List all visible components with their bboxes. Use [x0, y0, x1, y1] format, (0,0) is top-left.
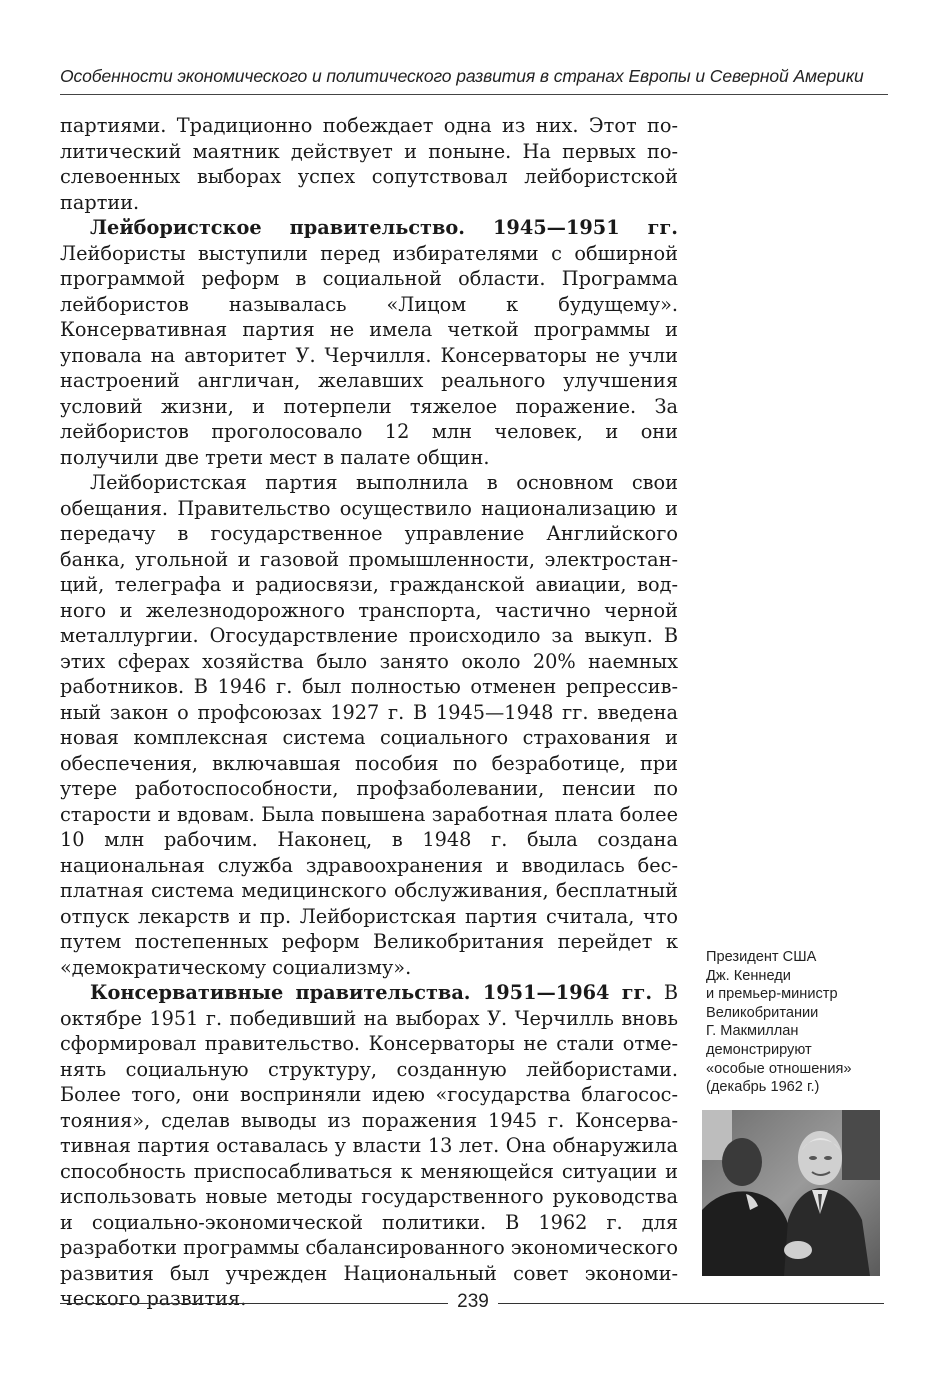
page-number: 239	[457, 1291, 489, 1312]
caption-line: демонстрируют	[706, 1041, 812, 1058]
paragraph-labour-reforms: Лейбористская партия выполнила в основном свои обещания. Правительство осуществило национализацию и передачу в государственное управление Английского банка, угольной и газовой промышленности, электростанций, телеграфа и радиосвязи, гражданской авиации, водного и железнодорожного транспорта, частично черной металлургии. Огосударствление происходило за выкуп. В этих сферах хозяйства было занято около 20% наемных работников. В 1946 г. был полностью отменен репрессивный закон о профсоюзах 1927 г. В 1945—1948 гг. введена новая комплексная система социального страхования и обеспечения, включавшая пособия по безработице, при утере работоспособности, профзаболевании, пенсии по старости и вдовам. Была повышена заработная плата более 10 млн рабочим. Наконец, в 1948 г. была создана национальная служба здравоохранения и вводилась бесплатная система медицинского обслуживания, бесплатный отпуск лекарств и пр. Лейбористская партия считала, что путем постепенных реформ Великобритания перейдет к «демократическому социализму».	[60, 471, 678, 979]
paragraph-conservative-government	[60, 980, 678, 1312]
header-divider	[60, 94, 888, 95]
paragraph-conservative-text: В октябре 1951 г. победивший на выборах У. Черчилль вновь сформировал правительство. Консерваторы не стали отменять социальную структуру, созданную лейбористами. Более того, они восприняли идею «государства благосостояния», сделав выводы из поражения 1945 г. Консервативная партия оставалась у власти 13 лет. Она обнаружила способность приспосабливаться к меняющейся ситуации и использовать новые методы государственного руководства и социально-экономической политики. В 1962 г. для разработки программы сбалансированного экономического развития был учрежден Национальный совет экономического развития.	[60, 981, 679, 1310]
caption-line: Дж. Кеннеди	[706, 967, 791, 984]
running-title: Особенности экономического и политического развития в странах Европы и Северной Америки	[60, 66, 864, 86]
paragraph-1: партиями. Традиционно побеждает одна из них. Этот политический маятник действует и поныне. На первых послевоенных выборах успех сопутствовал лейбористской партии.	[60, 114, 678, 214]
caption-line: (декабрь 1962 г.)	[706, 1079, 820, 1096]
footer-rule-left	[60, 1303, 448, 1304]
caption-line: «особые отношения»	[706, 1060, 852, 1077]
caption-line: Г. Макмиллан	[706, 1023, 799, 1040]
section-heading-conservative: Консервативные правительства. 1951—1964 гг.	[90, 981, 653, 1004]
caption-line: и премьер-министр	[706, 986, 838, 1003]
main-text-column	[60, 113, 678, 1312]
section-heading-labour: Лейбористское правительство. 1945—1951 гг.	[90, 216, 678, 239]
paragraph-labour-government	[60, 215, 678, 470]
photo-caption	[706, 948, 886, 1097]
caption-line: Президент США	[706, 949, 817, 965]
paragraph-labour-text: Лейбористы выступили перед избирателями с обширной программой реформ в социальной области. Программа лейбористов называлась «Лицом к будущему». Консервативная партия не имела четкой программы и уповала на авторитет У. Черчилля. Консерваторы не учли настроений англичан, желавших реального улучшения условий жизни, и потерпели тяжелое поражение. За лейбористов проголосовало 12 млн человек, и они получили две трети мест в палате общин.	[60, 241, 678, 469]
footer-rule-right	[498, 1303, 884, 1304]
caption-line: Великобритании	[706, 1004, 819, 1021]
photo-kennedy-macmillan	[702, 1110, 880, 1276]
